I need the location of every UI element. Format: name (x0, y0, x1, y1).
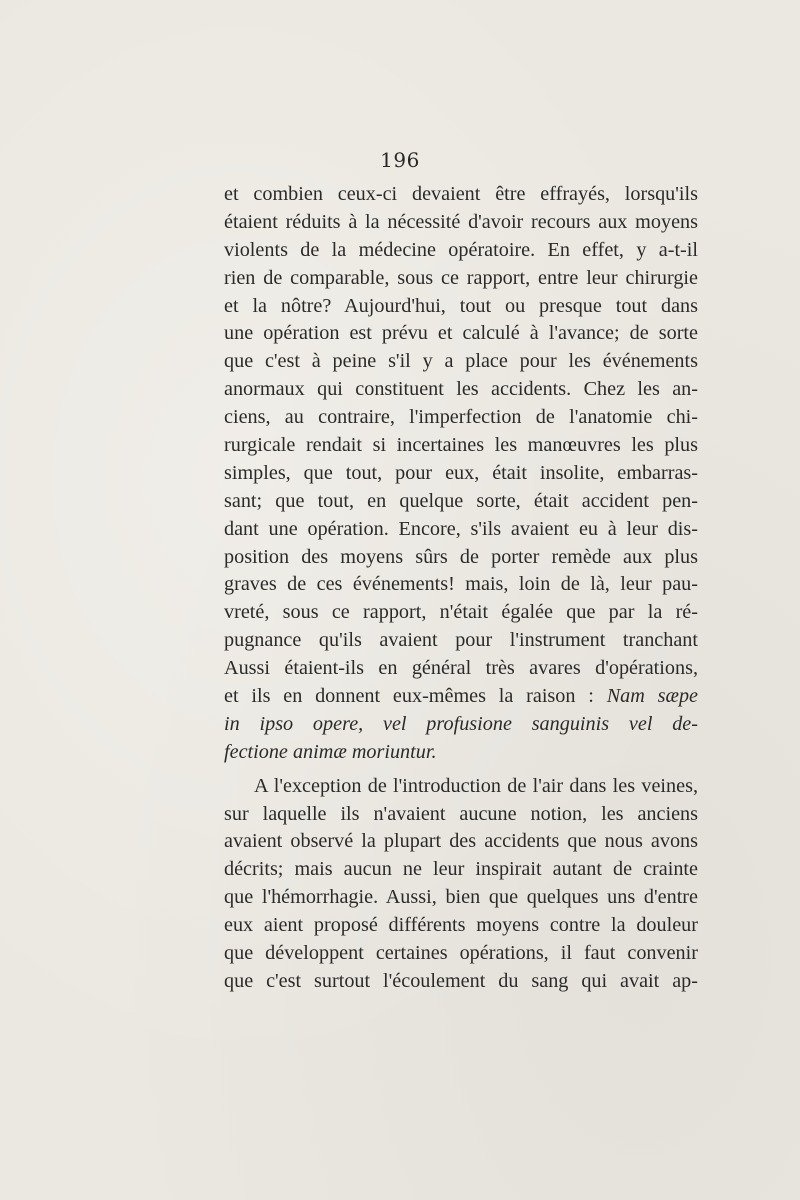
text-line: sur laquelle ils n'avaient aucune notion, les anciens (224, 802, 698, 825)
text-line: que c'est surtout l'écoulement du sang qui avait ap- (224, 969, 698, 992)
text-line: avaient observé la plupart des accidents que nous avons (224, 830, 698, 853)
text-line: vreté, sous ce rapport, n'était égalée que par la ré- (224, 601, 698, 624)
text-line: décrits; mais aucun ne leur inspirait autant de crainte (224, 858, 698, 881)
text-line: que c'est à peine s'il y a place pour les événements (224, 350, 698, 373)
text-line: Aussi étaient-ils en général très avares d'opérations, (224, 657, 698, 680)
text-line: que l'hémorrhagie. Aussi, bien que quelques uns d'entre (224, 886, 698, 909)
text-line: ciens, au contraire, l'imperfection de l'anatomie chi- (224, 406, 698, 429)
page-number: 196 (380, 148, 420, 172)
text-line: que développent certaines opérations, il faut convenir (224, 942, 698, 965)
text-line: rurgicale rendait si incertaines les manœuvres les plus (224, 434, 698, 457)
text-line: violents de la médecine opératoire. En effet, y a-t-il (224, 238, 698, 261)
paragraph-1 (224, 181, 698, 767)
body-text (224, 181, 698, 996)
text-line: position des moyens sûrs de porter remède aux plus (224, 545, 698, 568)
text-line: pugnance qu'ils avaient pour l'instrument tranchant (224, 629, 698, 652)
text-segment: et ils en donnent eux-mêmes la raison : (224, 685, 594, 708)
paragraph-2 (224, 773, 698, 996)
latin-quote-line: in ipso opere, vel profusione sanguinis vel de- (224, 712, 698, 735)
text-line: simples, que tout, pour eux, était insolite, embarras- (224, 461, 698, 484)
text-line: sant; que tout, en quelque sorte, était accident pen- (224, 489, 698, 512)
text-line: A l'exception de l'introduction de l'air dans les veines, (254, 774, 698, 797)
text-line: eux aient proposé différents moyens contre la douleur (224, 914, 698, 937)
text-line: dant une opération. Encore, s'ils avaient eu à leur dis- (224, 517, 698, 540)
text-line: étaient réduits à la nécessité d'avoir recours aux moyens (224, 210, 698, 233)
text-line: rien de comparable, sous ce rapport, entre leur chirurgie (224, 266, 698, 289)
text-line: anormaux qui constituent les accidents. Chez les an- (224, 378, 698, 401)
text-line: et la nôtre? Aujourd'hui, tout ou presque tout dans (224, 294, 698, 317)
text-line-mixed (224, 683, 698, 711)
latin-quote-line: fectione animæ moriuntur. (224, 740, 437, 763)
text-line: graves de ces événements! mais, loin de là, leur pau- (224, 573, 698, 596)
latin-quote-start: Nam sæpe (606, 685, 698, 708)
text-line: une opération est prévu et calculé à l'avance; de sorte (224, 322, 698, 345)
text-line: et combien ceux-ci devaient être effrayés, lorsqu'ils (224, 183, 698, 205)
